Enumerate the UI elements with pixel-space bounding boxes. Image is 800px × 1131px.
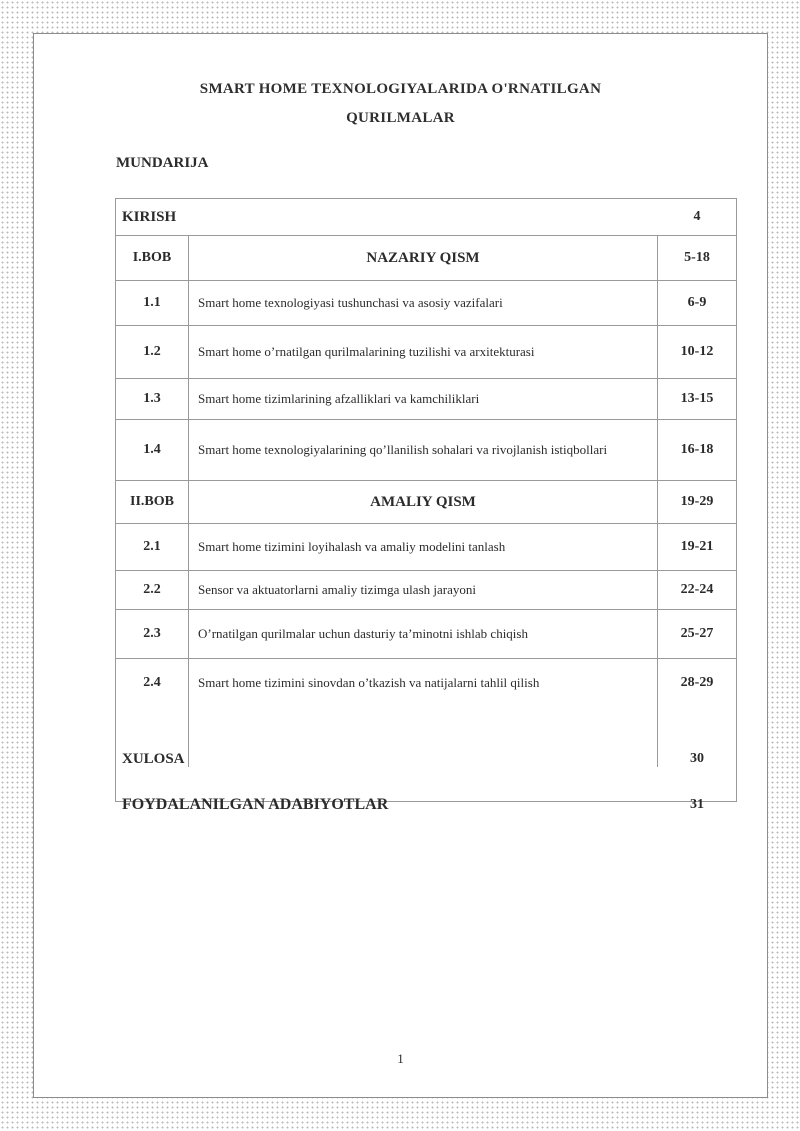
toc-chapter1-label: I.BOB (132, 250, 172, 265)
toc-chapter1-pages: 5-18 (684, 250, 710, 265)
toc-row-1-4 (116, 420, 736, 481)
toc-heading: MUNDARIJA (116, 155, 209, 171)
toc-intro-page: 4 (693, 209, 701, 224)
toc-item-number: 1.2 (143, 344, 161, 359)
toc-item-pages: 6-9 (687, 295, 707, 310)
toc-row-chapter2 (116, 481, 736, 524)
toc-row-1-2 (116, 326, 736, 379)
page-number: 1 (397, 1051, 404, 1066)
toc-row-chapter1 (116, 236, 736, 281)
toc-item-pages: 13-15 (680, 391, 714, 406)
document-page (33, 33, 768, 1098)
toc-references-label: FOYDALANILGAN ADABIYOTLAR (122, 796, 389, 813)
toc-intro-label: KIRISH (122, 208, 177, 225)
toc-chapter2-label: II.BOB (130, 494, 174, 509)
toc-item-pages: 25-27 (680, 626, 714, 641)
toc-row-conclusion (116, 739, 736, 779)
toc-item-number: 2.3 (143, 626, 161, 641)
document-title-line2: QURILMALAR (346, 110, 455, 126)
toc-row-2-3 (116, 610, 736, 659)
toc-item-title: O’rnatilgan qurilmalar uchun dasturiy ta’minotni ishlab chiqish (198, 626, 528, 641)
toc-item-number: 2.2 (143, 582, 161, 597)
toc-item-number: 2.1 (143, 539, 161, 554)
toc-conclusion-page: 30 (690, 751, 704, 766)
toc-item-title: Smart home texnologiyasi tushunchasi va asosiy vazifalari (198, 295, 503, 310)
toc-item-number: 2.4 (143, 675, 161, 690)
toc-item-title: Smart home tizimini sinovdan o’tkazish va natijalarni tahlil qilish (198, 675, 540, 690)
toc-row-2-2 (116, 571, 736, 610)
toc-row-references (116, 785, 736, 825)
toc-conclusion-label: XULOSA (122, 750, 185, 767)
toc-table (115, 198, 737, 813)
toc-item-title: Smart home tizimlarining afzalliklari va kamchiliklari (198, 391, 480, 406)
toc-references-page: 31 (690, 797, 704, 812)
toc-row-1-3 (116, 379, 736, 420)
toc-chapter2-pages: 19-29 (680, 494, 714, 509)
toc-item-pages: 19-21 (680, 539, 714, 554)
toc-row-intro (116, 199, 736, 236)
toc-row-1-1 (116, 281, 736, 326)
toc-item-number: 1.1 (143, 295, 161, 310)
toc-chapter1-title: NAZARIY QISM (366, 249, 480, 266)
toc-item-title: Sensor va aktuatorlarni amaliy tizimga ulash jarayoni (198, 582, 476, 597)
toc-row-2-1 (116, 524, 736, 571)
toc-chapter2-title: AMALIY QISM (370, 493, 476, 510)
toc-item-pages: 22-24 (680, 582, 714, 597)
toc-item-pages: 16-18 (680, 442, 714, 457)
toc-item-title: Smart home o’rnatilgan qurilmalarining tuzilishi va arxitekturasi (198, 344, 535, 359)
toc-item-pages: 28-29 (680, 675, 714, 690)
toc-item-title: Smart home tizimini loyihalash va amaliy modelini tanlash (198, 539, 506, 554)
toc-item-number: 1.4 (143, 442, 161, 457)
toc-item-title: Smart home texnologiyalarining qo’llanilish sohalari va rivojlanish istiqbollari (198, 442, 608, 457)
document-title-line1: SMART HOME TEXNOLOGIYALARIDA O'RNATILGAN (199, 81, 602, 97)
toc-item-number: 1.3 (143, 391, 161, 406)
toc-row-2-4 (116, 659, 736, 707)
toc-item-pages: 10-12 (680, 344, 714, 359)
